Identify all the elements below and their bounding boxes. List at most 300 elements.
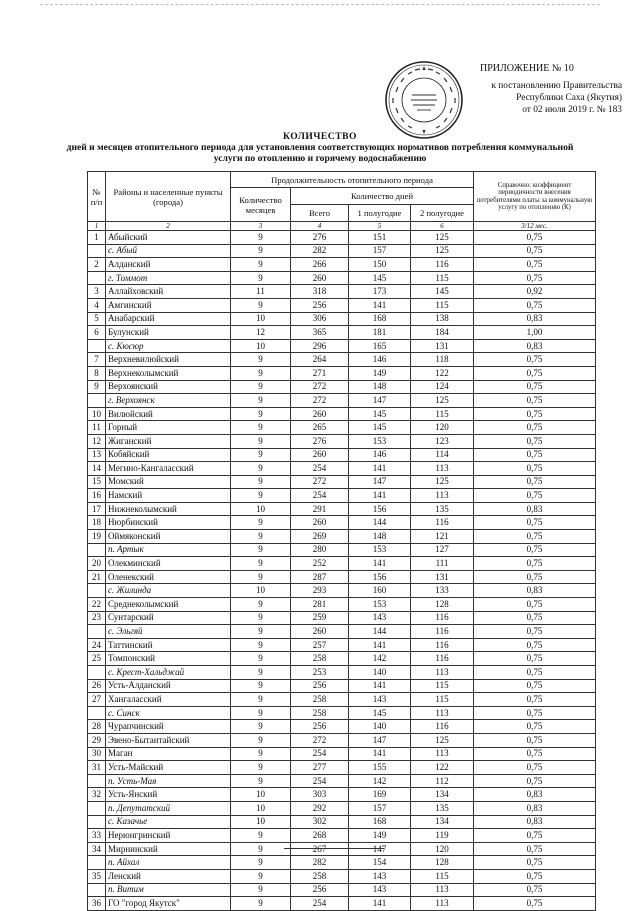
row-number: 1 [88,231,106,245]
total-days: 266 [291,258,349,272]
row-number: 10 [88,407,106,421]
row-number: 23 [88,611,106,625]
first-half-days: 142 [349,652,411,666]
first-half-days: 149 [349,829,411,843]
row-number [88,883,106,897]
row-number: 26 [88,679,106,693]
second-half-days: 113 [411,666,474,680]
first-half-days: 154 [349,856,411,870]
total-days: 276 [291,231,349,245]
table-row [88,897,596,911]
row-number: 3 [88,285,106,299]
months-count: 9 [231,720,291,734]
total-days: 280 [291,543,349,557]
second-half-days: 125 [411,231,474,245]
row-number [88,815,106,829]
first-half-days: 149 [349,366,411,380]
first-half-days: 143 [349,869,411,883]
months-count: 10 [231,339,291,353]
coefficient: 0,75 [474,652,596,666]
months-count: 9 [231,421,291,435]
second-half-days: 184 [411,326,474,340]
district-name: п. Артык [106,543,231,557]
district-name: Нижнеколымский [106,502,231,516]
table-row [88,231,596,245]
coefficient: 0,75 [474,611,596,625]
table-row [88,462,596,476]
second-half-days: 116 [411,625,474,639]
first-half-days: 141 [349,489,411,503]
row-number: 28 [88,720,106,734]
first-half-days: 148 [349,530,411,544]
table-row [88,570,596,584]
table-row [88,652,596,666]
table-row [88,285,596,299]
first-half-days: 146 [349,448,411,462]
table-row [88,584,596,598]
second-half-days: 123 [411,434,474,448]
first-half-days: 141 [349,679,411,693]
table-row [88,516,596,530]
months-count: 9 [231,706,291,720]
row-number: 35 [88,869,106,883]
coefficient: 0,83 [474,584,596,598]
table-row [88,353,596,367]
district-name: Кобяйский [106,448,231,462]
total-days: 282 [291,244,349,258]
months-count: 9 [231,475,291,489]
district-name: п. Усть-Мая [106,774,231,788]
table-row [88,394,596,408]
row-number: 19 [88,530,106,544]
coefficient: 0,75 [474,856,596,870]
first-half-days: 147 [349,475,411,489]
first-half-days: 141 [349,747,411,761]
total-days: 272 [291,733,349,747]
column-index-row [88,222,596,231]
total-days: 256 [291,720,349,734]
months-count: 9 [231,516,291,530]
coefficient: 1,00 [474,326,596,340]
district-name: г. Томмот [106,271,231,285]
total-days: 318 [291,285,349,299]
row-number: 6 [88,326,106,340]
second-half-days: 120 [411,842,474,856]
document-title [0,131,640,164]
coefficient: 0,75 [474,380,596,394]
district-name: Мегино-Кангаласский [106,462,231,476]
months-count: 11 [231,285,291,299]
coefficient: 0,83 [474,312,596,326]
coefficient: 0,75 [474,706,596,720]
months-count: 9 [231,258,291,272]
total-days: 287 [291,570,349,584]
total-days: 258 [291,652,349,666]
total-days: 254 [291,774,349,788]
first-half-days: 160 [349,584,411,598]
second-half-days: 128 [411,856,474,870]
months-count: 10 [231,815,291,829]
total-days: 303 [291,788,349,802]
row-number [88,244,106,258]
first-half-days: 143 [349,693,411,707]
table-row [88,842,596,856]
first-half-days: 157 [349,244,411,258]
district-name: Верхневилюйский [106,353,231,367]
column-index: 5 [349,222,411,231]
row-number: 4 [88,298,106,312]
district-name: Вилюйский [106,407,231,421]
second-half-days: 122 [411,761,474,775]
table-row [88,856,596,870]
table-row [88,625,596,639]
appendix-number: ПРИЛОЖЕНИЕ № 10 [480,63,574,74]
second-half-days: 113 [411,747,474,761]
district-name: п. Депутатский [106,801,231,815]
table-row [88,502,596,516]
district-name: Ленский [106,869,231,883]
total-days: 264 [291,353,349,367]
coefficient: 0,75 [474,774,596,788]
district-name: Таттинский [106,638,231,652]
header-district: Районы и населенные пункты (города) [106,172,231,222]
table-row [88,883,596,897]
decree-line: Республики Саха (Якутия) [516,93,622,103]
row-number [88,801,106,815]
first-half-days: 141 [349,298,411,312]
months-count: 9 [231,271,291,285]
row-number: 22 [88,598,106,612]
row-number: 14 [88,462,106,476]
header-first-half: 1 полугодие [349,205,411,222]
coefficient: 0,75 [474,231,596,245]
header-second-half: 2 полугодие [411,205,474,222]
months-count: 9 [231,380,291,394]
total-days: 258 [291,693,349,707]
coefficient: 0,75 [474,598,596,612]
total-days: 282 [291,856,349,870]
district-name: Намский [106,489,231,503]
coefficient: 0,75 [474,679,596,693]
second-half-days: 120 [411,421,474,435]
months-count: 9 [231,462,291,476]
header-coefficient: Справочно: коэффициент периодичности внесения потребителями платы за коммунальную услугу по отоплению (К) [474,172,596,222]
row-number [88,394,106,408]
decree-line: к постановлению Правительства [491,81,622,91]
district-name: ГО "город Якутск" [106,897,231,911]
total-days: 296 [291,339,349,353]
first-half-days: 145 [349,421,411,435]
row-number: 13 [88,448,106,462]
table-row [88,366,596,380]
second-half-days: 138 [411,312,474,326]
total-days: 256 [291,883,349,897]
row-number: 30 [88,747,106,761]
months-count: 9 [231,298,291,312]
column-index: 1 [88,222,106,231]
column-index: 4 [291,222,349,231]
total-days: 272 [291,475,349,489]
total-days: 256 [291,679,349,693]
row-number [88,856,106,870]
total-days: 306 [291,312,349,326]
table-row [88,326,596,340]
second-half-days: 122 [411,366,474,380]
second-half-days: 121 [411,530,474,544]
coefficient: 0,75 [474,258,596,272]
months-count: 9 [231,693,291,707]
coefficient: 0,83 [474,502,596,516]
district-name: Усть-Майский [106,761,231,775]
row-number [88,625,106,639]
second-half-days: 119 [411,829,474,843]
first-half-days: 141 [349,897,411,911]
months-count: 9 [231,883,291,897]
total-days: 277 [291,761,349,775]
months-count: 9 [231,747,291,761]
district-name: Алданский [106,258,231,272]
second-half-days: 134 [411,788,474,802]
row-number: 2 [88,258,106,272]
second-half-days: 113 [411,897,474,911]
decree-reference [452,80,622,116]
total-days: 253 [291,666,349,680]
district-name: Эвено-Бытантайский [106,733,231,747]
second-half-days: 116 [411,516,474,530]
total-days: 259 [291,611,349,625]
row-number [88,543,106,557]
table-row [88,543,596,557]
total-days: 365 [291,326,349,340]
coefficient: 0,75 [474,625,596,639]
months-count: 9 [231,557,291,571]
total-days: 260 [291,407,349,421]
district-name: с. Синск [106,706,231,720]
row-number: 36 [88,897,106,911]
second-half-days: 113 [411,706,474,720]
district-name: Усть-Янский [106,788,231,802]
row-number: 15 [88,475,106,489]
coefficient: 0,75 [474,516,596,530]
header-period: Продолжительность отопительного периода [231,172,474,188]
second-half-days: 131 [411,339,474,353]
district-name: Амгинский [106,298,231,312]
row-number [88,706,106,720]
total-days: 258 [291,869,349,883]
district-name: Усть-Алданский [106,679,231,693]
total-days: 281 [291,598,349,612]
coefficient: 0,75 [474,883,596,897]
coefficient: 0,75 [474,897,596,911]
coefficient: 0,92 [474,285,596,299]
second-half-days: 125 [411,394,474,408]
coefficient: 0,75 [474,298,596,312]
table-row [88,312,596,326]
months-count: 9 [231,611,291,625]
column-index: 2 [106,222,231,231]
column-index: 3/12 мес. [474,222,596,231]
second-half-days: 125 [411,244,474,258]
months-count: 9 [231,869,291,883]
coefficient: 0,75 [474,842,596,856]
row-number: 34 [88,842,106,856]
second-half-days: 145 [411,285,474,299]
coefficient: 0,83 [474,339,596,353]
second-half-days: 127 [411,543,474,557]
months-count: 9 [231,761,291,775]
first-half-days: 156 [349,502,411,516]
second-half-days: 112 [411,774,474,788]
first-half-days: 146 [349,353,411,367]
table-row [88,666,596,680]
district-name: Момский [106,475,231,489]
months-count: 10 [231,584,291,598]
second-half-days: 115 [411,271,474,285]
district-name: Аллайховский [106,285,231,299]
table-row [88,733,596,747]
district-name: с. Казачье [106,815,231,829]
first-half-days: 145 [349,271,411,285]
row-number [88,774,106,788]
row-number: 12 [88,434,106,448]
row-number: 25 [88,652,106,666]
district-name: с. Жилинда [106,584,231,598]
first-half-days: 168 [349,312,411,326]
total-days: 265 [291,421,349,435]
row-number: 31 [88,761,106,775]
header-num: № п/п [88,172,106,222]
district-name: Оймяконский [106,530,231,544]
heating-period-table [87,171,596,911]
months-count: 9 [231,543,291,557]
total-days: 260 [291,448,349,462]
total-days: 293 [291,584,349,598]
months-count: 9 [231,652,291,666]
row-number: 17 [88,502,106,516]
district-name: Среднеколымский [106,598,231,612]
district-name: Томпонский [106,652,231,666]
district-name: г. Верхоянск [106,394,231,408]
table-row [88,339,596,353]
coefficient: 0,75 [474,489,596,503]
total-days: 276 [291,434,349,448]
first-half-days: 143 [349,611,411,625]
table-row [88,489,596,503]
total-days: 272 [291,394,349,408]
months-count: 10 [231,801,291,815]
second-half-days: 116 [411,638,474,652]
total-days: 254 [291,897,349,911]
months-count: 10 [231,788,291,802]
second-half-days: 116 [411,652,474,666]
first-half-days: 143 [349,883,411,897]
table-row [88,434,596,448]
second-half-days: 115 [411,869,474,883]
table-row [88,638,596,652]
coefficient: 0,75 [474,530,596,544]
total-days: 302 [291,815,349,829]
second-half-days: 131 [411,570,474,584]
row-number: 32 [88,788,106,802]
row-number: 18 [88,516,106,530]
months-count: 10 [231,502,291,516]
first-half-days: 153 [349,543,411,557]
district-name: с. Крест-Хальджай [106,666,231,680]
district-name: Нерюнгринский [106,829,231,843]
first-half-days: 144 [349,625,411,639]
first-half-days: 155 [349,761,411,775]
months-count: 9 [231,829,291,843]
district-name: Оленекский [106,570,231,584]
total-days: 254 [291,489,349,503]
months-count: 9 [231,244,291,258]
coefficient: 0,83 [474,788,596,802]
first-half-days: 147 [349,842,411,856]
coefficient: 0,75 [474,244,596,258]
coefficient: 0,75 [474,462,596,476]
total-days: 260 [291,516,349,530]
coefficient: 0,75 [474,666,596,680]
first-half-days: 145 [349,407,411,421]
months-count: 9 [231,856,291,870]
second-half-days: 135 [411,502,474,516]
district-name: Верхоянский [106,380,231,394]
page-top-rule [40,4,600,5]
coefficient: 0,75 [474,747,596,761]
months-count: 9 [231,407,291,421]
district-name: Верхнеколымский [106,366,231,380]
row-number [88,666,106,680]
first-half-days: 168 [349,815,411,829]
title-main: КОЛИЧЕСТВО [283,131,357,142]
first-half-days: 145 [349,706,411,720]
second-half-days: 113 [411,883,474,897]
row-number [88,339,106,353]
table-row [88,815,596,829]
district-name: с. Абый [106,244,231,258]
first-half-days: 150 [349,258,411,272]
district-name: Жиганский [106,434,231,448]
first-half-days: 148 [349,380,411,394]
first-half-days: 156 [349,570,411,584]
months-count: 9 [231,679,291,693]
coefficient: 0,75 [474,421,596,435]
months-count: 9 [231,638,291,652]
table-row [88,869,596,883]
table-row [88,611,596,625]
total-days: 272 [291,380,349,394]
months-count: 9 [231,733,291,747]
footer-rule [284,848,384,849]
first-half-days: 165 [349,339,411,353]
total-days: 256 [291,298,349,312]
second-half-days: 114 [411,448,474,462]
header-months: Количество месяцев [231,188,291,222]
column-index: 6 [411,222,474,231]
months-count: 12 [231,326,291,340]
first-half-days: 140 [349,666,411,680]
months-count: 9 [231,598,291,612]
header-days: Количество дней [291,188,474,205]
months-count: 9 [231,570,291,584]
total-days: 257 [291,638,349,652]
district-name: Сунтарский [106,611,231,625]
header-total-days: Всего [291,205,349,222]
coefficient: 0,83 [474,801,596,815]
table-row [88,761,596,775]
table-row [88,801,596,815]
second-half-days: 116 [411,258,474,272]
